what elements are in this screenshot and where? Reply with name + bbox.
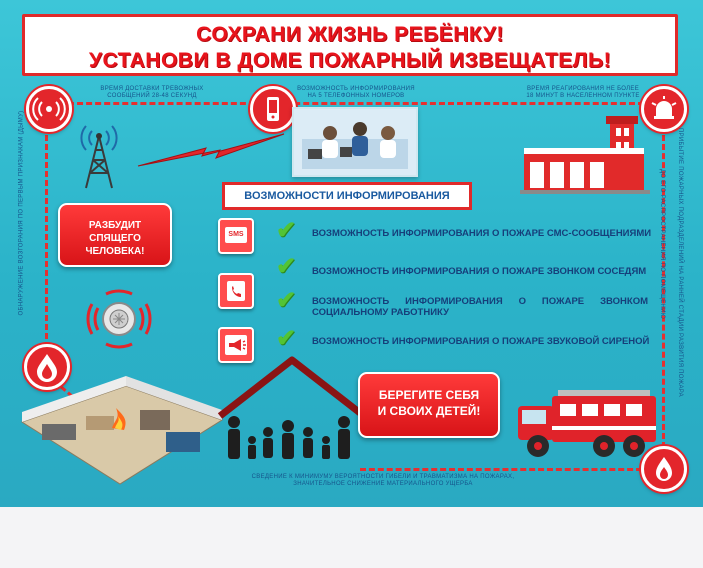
fire-station-illustration (520, 112, 654, 196)
lightning-bolt-icon (136, 130, 286, 170)
fire-truck-illustration (512, 376, 662, 466)
care-line-2: И СВОИХ ДЕТЕЙ! (377, 404, 481, 418)
top-dashed-line (68, 102, 644, 105)
check-icon-3: ✔ (276, 287, 297, 314)
phone-icon (250, 86, 296, 132)
wake-up-bubble (58, 203, 172, 267)
title-banner (22, 14, 678, 76)
apartment-illustration (16, 372, 226, 488)
feature-sms: ВОЗМОЖНОСТЬ ИНФОРМИРОВАНИЯ О ПОЖАРЕ СМС-СООБЩЕНИЯМИ (312, 228, 652, 239)
section-header (222, 182, 472, 210)
left-dashed-line (45, 126, 48, 348)
bottom-dashed-line (360, 468, 642, 471)
phone-call-icon (218, 273, 254, 309)
title-line-2: УСТАНОВИ В ДОМЕ ПОЖАРНЫЙ ИЗВЕЩАТЕЛЬ! (88, 49, 612, 72)
sms-icon (218, 218, 254, 254)
check-icon-2: ✔ (276, 253, 297, 280)
sms-label: SMS (225, 227, 247, 243)
right-vertical-caption-1: ПРИБЫТИЕ ПОЖАРНЫХ ПОДРАЗДЕЛЕНИЙ НА РАННЕЙ СТАДИИ РАЗВИТИЯ ПОЖАРА (677, 128, 683, 397)
check-icon-1: ✔ (276, 217, 297, 244)
feature-social-worker-call: ВОЗМОЖНОСТЬ ИНФОРМИРОВАНИЯ О ПОЖАРЕ ЗВОНКОМ СОЦИАЛЬНОМУ РАБОТНИКУ (312, 296, 648, 318)
call-center-illustration (292, 107, 418, 177)
feature-siren: ВОЗМОЖНОСТЬ ИНФОРМИРОВАНИЯ О ПОЖАРЕ ЗВУКОВОЙ СИРЕНОЙ (312, 336, 650, 347)
check-icon-4: ✔ (276, 325, 297, 352)
right-vertical-caption-2: ДО ЕГО РАСПРОСТРАНЕНИЯ ПО ПОМЕЩЕНИЮ (659, 169, 665, 320)
care-bubble (358, 372, 500, 438)
feature-neighbors-call: ВОЗМОЖНОСТЬ ИНФОРМИРОВАНИЯ О ПОЖАРЕ ЗВОНКОМ СОСЕДЯМ (312, 266, 647, 277)
caption-response-time: ВРЕМЯ РЕАГИРОВАНИЯ НЕ БОЛЕЕ 18 МИНУТ В НАСЕЛЕННОМ ПУНКТЕ (526, 86, 640, 99)
left-vertical-caption: ОБНАРУЖЕНИЕ ВОЗГОРАНИЯ ПО ПЕРВЫМ ПРИЗНАКАМ (ДЫМУ) (18, 110, 25, 316)
caption-phone-numbers: ВОЗМОЖНОСТЬ ИНФОРМИРОВАНИЯ НА 5 ТЕЛЕФОННЫХ НОМЕРОВ (297, 86, 415, 99)
radio-tower-illustration (66, 118, 132, 190)
title-line-1: СОХРАНИ ЖИЗНЬ РЕБЁНКУ! (196, 23, 504, 46)
wake-up-text: РАЗБУДИТ СПЯЩЕГО ЧЕЛОВЕКА! (85, 220, 145, 257)
care-line-1: БЕРЕГИТЕ СЕБЯ (378, 388, 480, 402)
section-title: ВОЗМОЖНОСТИ ИНФОРМИРОВАНИЯ (244, 190, 450, 202)
family-roof-illustration (216, 356, 368, 468)
caption-alarm-time: ВРЕМЯ ДОСТАВКИ ТРЕВОЖНЫХ СООБЩЕНИЙ 28-48 СЕКУНД (100, 86, 204, 99)
bottom-caption: СВЕДЕНИЕ К МИНИМУМУ ВЕРОЯТНОСТИ ГИБЕЛИ И ТРАВМАТИЗМА НА ПОЖАРАХ, ЗНАЧИТЕЛЬНОЕ СНИЖЕНИЕ МАТЕРИАЛЬНОГО УЩЕРБА (251, 474, 515, 487)
smoke-detector-illustration (84, 284, 154, 354)
